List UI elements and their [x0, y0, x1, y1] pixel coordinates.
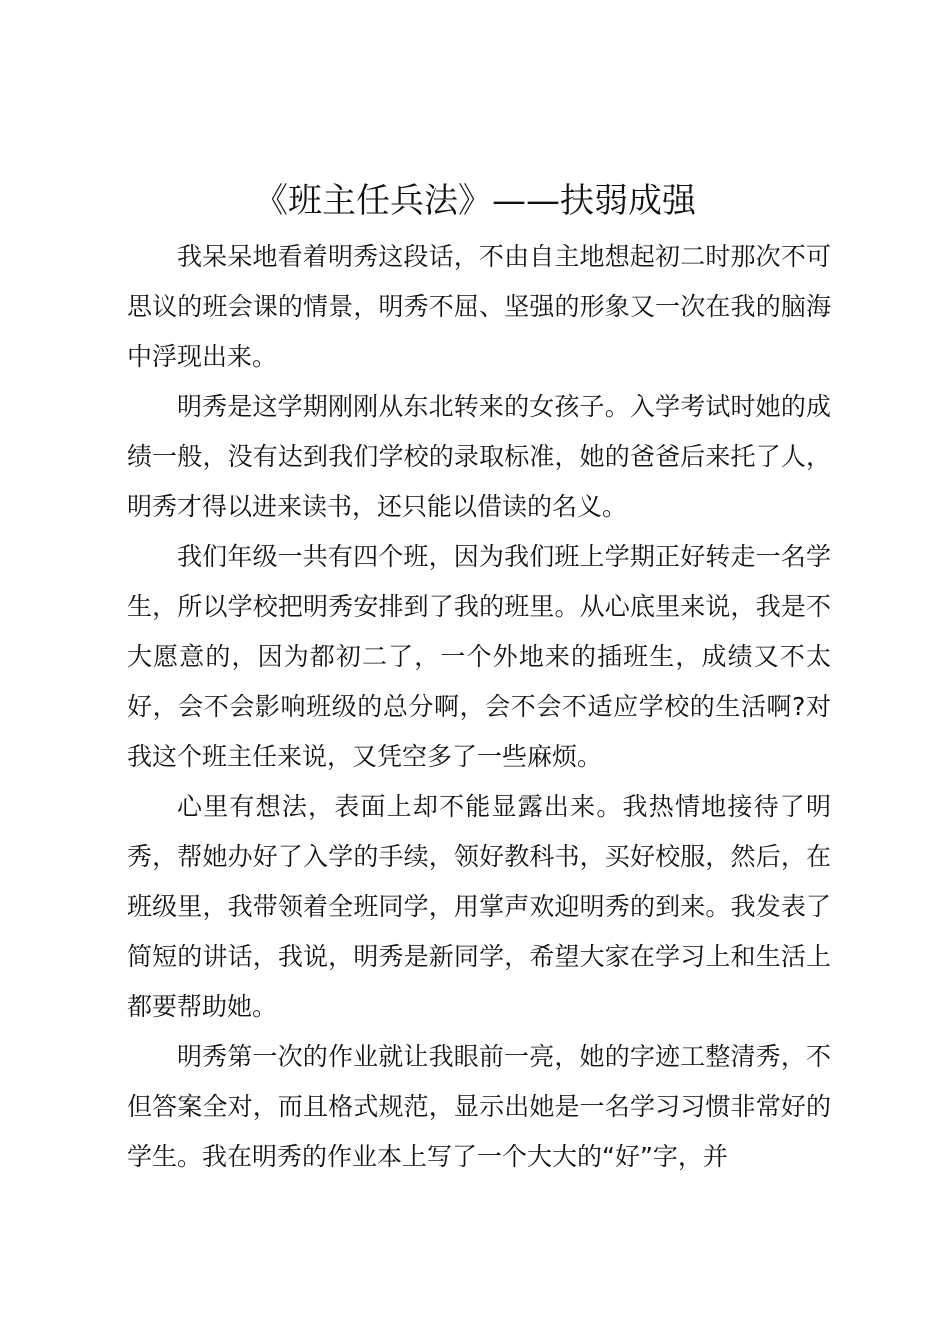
paragraph: 明秀第一次的作业就让我眼前一亮，她的字迹工整清秀，不但答案全对，而且格式规范，显示出她是一名学习习惯非常好的学生。我在明秀的作业本上写了一个大大的“好”字，并 [127, 1042, 831, 1171]
document-title: 《班主任兵法》——扶弱成强 [254, 181, 696, 221]
paragraph: 明秀是这学期刚刚从东北转来的女孩子。入学考试时她的成绩一般，没有达到我们学校的录取标准，她的爸爸后来托了人，明秀才得以进来读书，还只能以借读的名义。 [127, 392, 831, 521]
paragraph: 我呆呆地看着明秀这段话，不由自主地想起初二时那次不可思议的班会课的情景，明秀不屈、坚强的形象又一次在我的脑海中浮现出来。 [127, 242, 831, 371]
paragraph: 我们年级一共有四个班，因为我们班上学期正好转走一名学生，所以学校把明秀安排到了我的班里。从心底里来说，我是不大愿意的，因为都初二了，一个外地来的插班生，成绩又不太好，会不会影响班级的总分啊，会不会不适应学校的生活啊?对我这个班主任来说，又凭空多了一些麻烦。 [127, 542, 831, 771]
document-body [127, 232, 831, 1182]
paragraph: 心里有想法，表面上却不能显露出来。我热情地接待了明秀，帮她办好了入学的手续，领好教科书，买好校服，然后，在班级里，我带领着全班同学，用掌声欢迎明秀的到来。我发表了简短的讲话，我说，明秀是新同学，希望大家在学习上和生活上都要帮助她。 [127, 792, 831, 1021]
